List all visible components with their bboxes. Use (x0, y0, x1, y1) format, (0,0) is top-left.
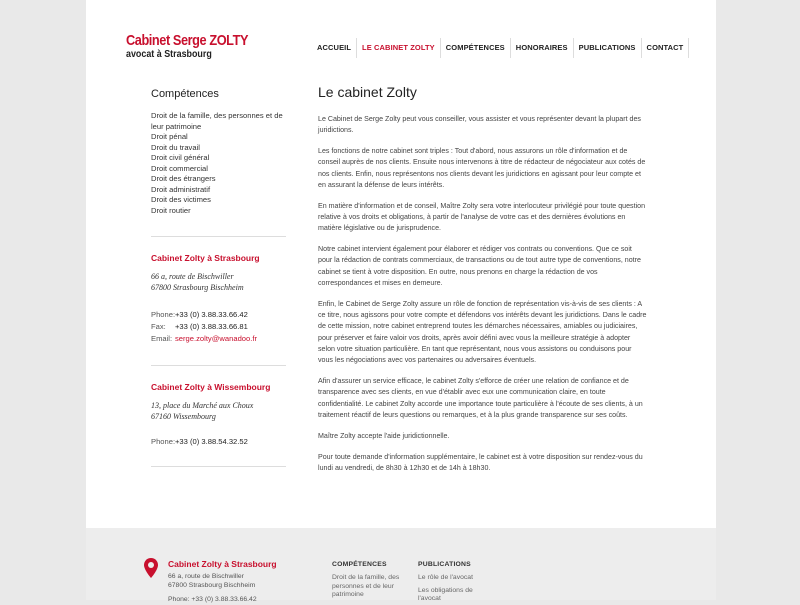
sidebar-link[interactable]: Droit pénal (151, 132, 188, 141)
main-nav (312, 38, 689, 58)
sidebar-title: Compétences (151, 88, 219, 100)
sidebar-link[interactable]: Droit routier (151, 205, 191, 215)
nav-contact[interactable]: CONTACT (642, 38, 690, 58)
divider (151, 236, 286, 237)
nav-honoraires[interactable]: HONORAIRES (511, 38, 574, 58)
fax-row (151, 321, 286, 333)
footer-heading: PUBLICATIONS (418, 561, 471, 568)
sidebar-link[interactable]: Droit du travail (151, 142, 200, 152)
email-label: Email: (151, 334, 173, 343)
footer-link[interactable]: personnes et de leur (332, 582, 394, 590)
content-paragraph: Notre cabinet intervient également pour élaborer et rédiger vos contrats ou conventions. Que ce soit pour la rédaction de contrats commerciaux, de transactions ou de tout autre type de conventions, notre cabinet se tient à votre disposition. En outre, nous prenons en charge la rédaction de vos correspondances et mises en demeure. (318, 245, 641, 288)
content-paragraph: Maître Zolty accepte l'aide juridictionnelle. (318, 431, 450, 440)
content-paragraph: En matière d'information et de conseil, Maître Zolty sera votre interlocuteur privilégié pour toute question relative à vos droits et obligations, à partir de l'analyse de votre cas et des dernières évolutions en matière législative ou de jurisprudence. (318, 201, 646, 233)
sidebar-link[interactable]: Droit commercial (151, 163, 208, 173)
fax-label: Fax: (151, 322, 166, 331)
footer-link[interactable]: patrimoine (332, 591, 364, 598)
footer-phone: Phone: +33 (0) 3.88.33.66.42 (168, 596, 257, 603)
footer (86, 528, 716, 603)
nav-publications[interactable]: PUBLICATIONS (574, 38, 642, 58)
footer-publications-col (418, 561, 473, 604)
content-paragraph: Enfin, le Cabinet de Serge Zolty assure un rôle de fonction de représentation vis-à-vis de ses clients : A ce titre, nous agissons pour votre compte et défendons vos intérêts devant les juridictions. Dans le cadre de cette mission, notre cabinet entreprend toutes les démarches nécessaires, amiables ou judiciaires, pour préserver et faire valoir vos droits, après avoir défini avec vous la meilleure stratégie à adopter selon votre situation particulière. En tant que représentant, nous vous assistons ou conduisons pour vous les négociations avec vos partenaires ou adversaires éventuels. (318, 299, 647, 365)
fax-value: +33 (0) 3.88.33.66.81 (175, 322, 248, 331)
divider (151, 365, 286, 366)
content-paragraph: Afin d'assurer un service efficace, le cabinet Zolty s'efforce de créer une relation de confiance et de transparence avec ses clients, en vue d'établir avec eux une communication claire, en toute confidentialité. Le cabinet Zolty accorde une importance toute particulière à l'écoute de ses clients, à un traitement réactif de leurs questions ou remarques, et à la plus grande transparence sur ses coûts. (318, 377, 643, 420)
footer-address-line: 67800 Strasbourg Bischheim (168, 581, 256, 589)
content-paragraph: Pour toute demande d'information supplémentaire, le cabinet est à votre disposition sur rendez-vous du lundi au vendredi, de 8h30 à 12h30 et de 14h à 18h30. (318, 452, 643, 472)
sidebar-link[interactable]: Droit de la famille, des personnes et de leur patrimoine (151, 111, 283, 131)
footer-link[interactable]: l'avocat (418, 595, 441, 602)
map-pin-icon (144, 558, 158, 578)
footer-link[interactable]: Les obligations de (418, 586, 473, 594)
office-address-line: 66 a, route de Bischwiller (151, 272, 234, 281)
sidebar-link[interactable]: Droit des victimes (151, 195, 211, 204)
office-wissembourg-title: Cabinet Zolty à Wissembourg (151, 382, 271, 392)
site-logo[interactable] (126, 33, 270, 60)
competences-list (151, 111, 286, 216)
footer-address-line: 66 a, route de Bischwiller (168, 573, 244, 580)
content-paragraph: Le Cabinet de Serge Zolty peut vous conseiller, vous assister et vous représenter devant la plupart des juridictions. (318, 115, 641, 135)
sidebar-link[interactable]: Droit des étrangers (151, 174, 216, 183)
phone-label: Phone: (151, 310, 176, 319)
footer-link[interactable]: Droit de la famille, des (332, 574, 400, 581)
logo-title: Cabinet Serge ZOLTY (126, 32, 249, 49)
footer-heading: COMPÉTENCES (332, 561, 387, 568)
main-content (318, 84, 648, 484)
office-strasbourg-title: Cabinet Zolty à Strasbourg (151, 253, 260, 263)
phone-label: Phone: (151, 437, 176, 446)
footer-competences-col (332, 561, 399, 600)
sidebar-link[interactable]: Droit administratif (151, 184, 211, 194)
footer-office-title: Cabinet Zolty à Strasbourg (168, 559, 277, 569)
content-paragraph: Les fonctions de notre cabinet sont triples : Tout d'abord, nous assurons un rôle d'information et de conseil auprès de nos clients. Ensuite nous intervenons à titre de rédacteur de négociateur aux cotés de nos clients. Enfin, nous représentons nos clients devant les juridictions en agissant pour leur compte et en assurant la défense de leurs intérêts. (318, 147, 646, 189)
phone-row (151, 309, 286, 321)
phone-value[interactable]: +33 (0) 3.88.54.32.52 (175, 437, 248, 446)
sidebar-link[interactable]: Droit civil général (151, 153, 210, 162)
footer-link[interactable]: Le rôle de l'avocat (418, 574, 473, 581)
sidebar (151, 88, 286, 467)
nav-le-cabinet[interactable]: LE CABINET ZOLTY (357, 38, 441, 58)
office-address-line: 67160 Wissembourg (151, 412, 216, 421)
email-row (151, 333, 286, 345)
logo-subtitle: avocat à Strasbourg (126, 48, 212, 60)
divider (151, 466, 286, 467)
phone-value[interactable]: +33 (0) 3.88.33.66.42 (175, 310, 248, 319)
office-address-line: 13, place du Marché aux Choux (151, 401, 254, 410)
office-address-line: 67800 Strasbourg Bischheim (151, 283, 244, 292)
email-link[interactable]: serge.zolty@wanadoo.fr (175, 334, 257, 343)
phone-row (151, 436, 286, 448)
nav-competences[interactable]: COMPÉTENCES (441, 38, 511, 58)
nav-accueil[interactable]: ACCUEIL (312, 38, 357, 58)
footer-office (168, 559, 277, 605)
page (86, 0, 716, 600)
page-title: Le cabinet Zolty (318, 84, 417, 100)
